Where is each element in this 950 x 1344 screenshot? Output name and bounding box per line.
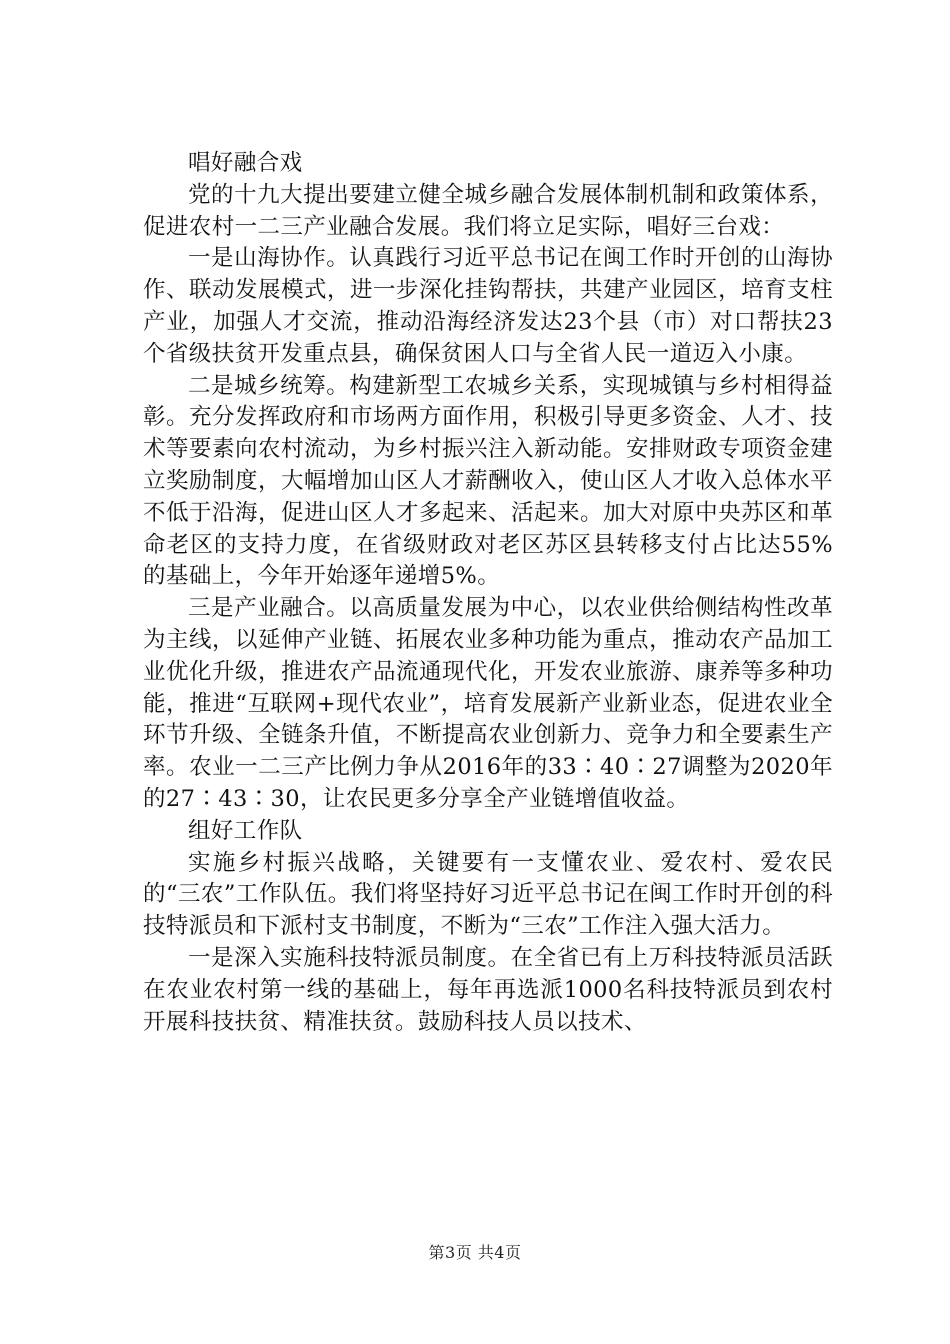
paragraph: 二是城乡统筹。构建新型工农城乡关系，实现城镇与乡村相得益彰。充分发挥政府和市场两方面作用，积极引导更多资金、人才、技术等要素向农村流动，为乡村振兴注入新动能。安排财政专项资金建立奖励制度，大幅增加山区人才薪酬收入，使山区人才收入总体水平不低于沿海，促进山区人才多起来、活起来。加大对原中央苏区和革命老区的支持力度，在省级财政对老区苏区县转移支付占比达55%的基础上，今年开始逐年递增5%。 bbox=[143, 372, 833, 590]
paragraph: 实施乡村振兴战略，关键要有一支懂农业、爱农村、爱农民的“三农”工作队伍。我们将坚持好习近平总书记在闽工作时开创的科技特派员和下派村支书制度，不断为“三农”工作注入强大活力。 bbox=[143, 849, 833, 940]
paragraph: 三是产业融合。以高质量发展为中心，以农业供给侧结构性改革为主线，以延伸产业链、拓展农业多种功能为重点，推动农产品加工业优化升级，推进农产品流通现代化，开发农业旅游、康养等多种功能，推进“互联网+现代农业”，培育发展新产业新业态，促进农业全环节升级、全链条升值，不断提高农业创新力、竞争力和全要素生产率。农业一二三产比例力争从2016年的33∶40∶27调整为2020年的27∶43∶30，让农民更多分享全产业链增值收益。 bbox=[143, 595, 833, 812]
document-body bbox=[143, 148, 833, 1038]
paragraph: 一是深入实施科技特派员制度。在全省已有上万科技特派员活跃在农业农村第一线的基础上，每年再选派1000名科技特派员到农村开展科技扶贫、精准扶贫。鼓励科技人员以技术、 bbox=[143, 944, 833, 1035]
page-number-footer: 第3页 共4页 bbox=[428, 1243, 522, 1262]
section-heading: 组好工作队 bbox=[188, 817, 303, 844]
paragraph: 一是山海协作。认真践行习近平总书记在闽工作时开创的山海协作、联动发展模式，进一步深化挂钩帮扶，共建产业园区，培育支柱产业，加强人才交流，推动沿海经济发达23个县（市）对口帮扶23个省级扶贫开发重点县，确保贫困人口与全省人民一道迈入小康。 bbox=[143, 245, 833, 367]
paragraph: 党的十九大提出要建立健全城乡融合发展体制机制和政策体系，促进农村一二三产业融合发展。我们将立足实际，唱好三台戏： bbox=[143, 181, 833, 240]
section-heading: 唱好融合戏 bbox=[188, 150, 303, 176]
